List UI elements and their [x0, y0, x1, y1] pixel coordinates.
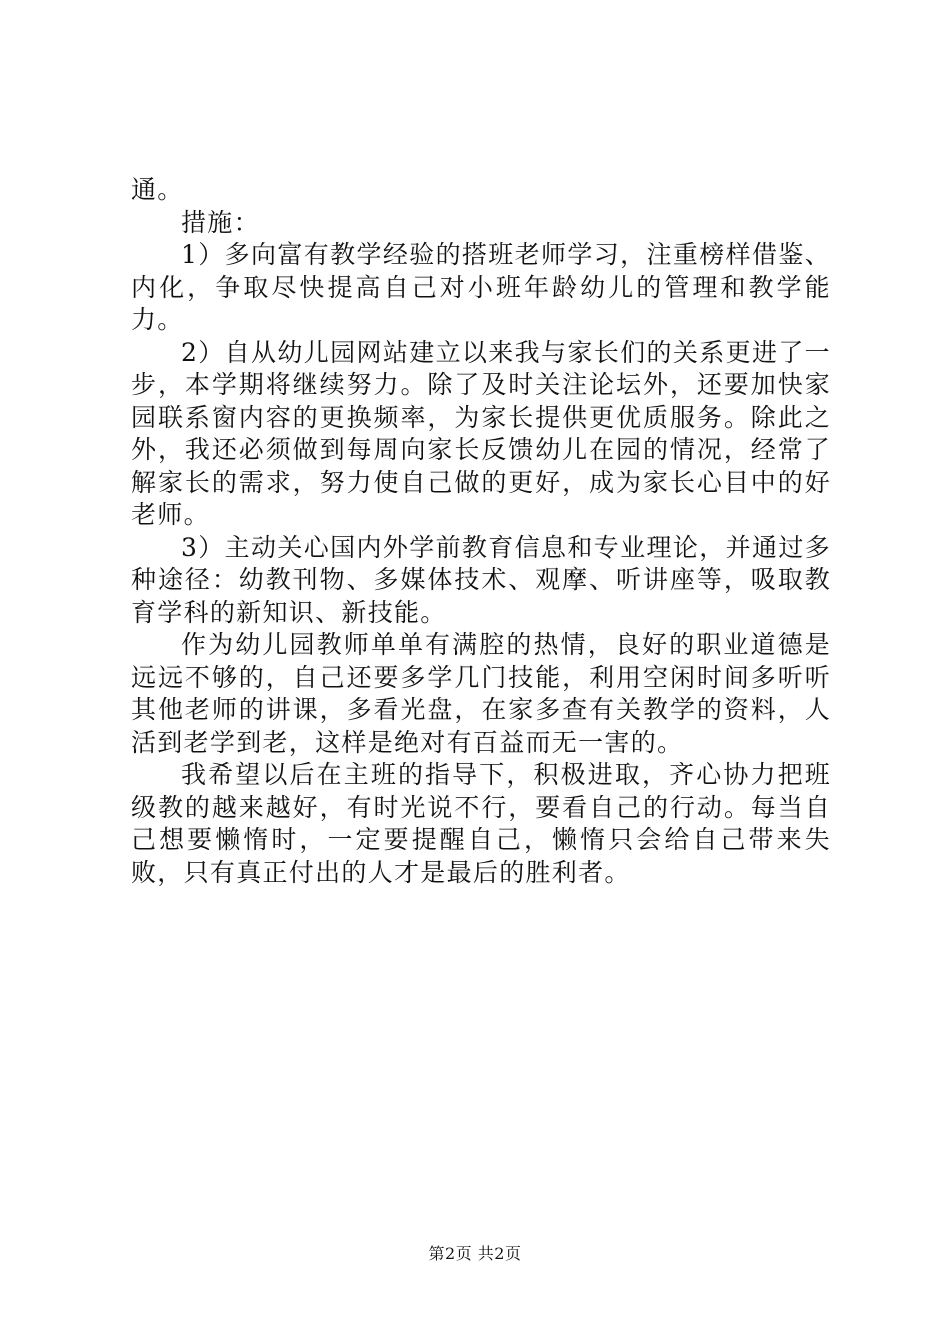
paragraph-teacher-skills: 作为幼儿园教师单单有满腔的热情，良好的职业道德是远远不够的，自己还要多学几门技能，利用空闲时间多听听其他老师的讲课，多看光盘，在家多查有关教学的资料，人活到老学到老，这样是绝对有百益而无一害的。: [131, 630, 831, 757]
paragraph-measure-1: 1）多向富有教学经验的搭班老师学习，注重榜样借鉴、内化，争取尽快提高自己对小班年龄幼儿的管理和教学能力。: [131, 240, 831, 334]
page-footer: [0, 1244, 950, 1264]
paragraph-measure-3: 3）主动关心国内外学前教育信息和专业理论，并通过多种途径：幼教刊物、多媒体技术、观摩、听讲座等，吸取教育学科的新知识、新技能。: [131, 532, 831, 627]
paragraph-continuation: 通。: [131, 175, 184, 204]
page-number-label: 第2页 共2页: [428, 1244, 522, 1263]
paragraph-conclusion: 我希望以后在主班的指导下，积极进取，齐心协力把班级教的越来越好，有时光说不行，要看自己的行动。每当自己想要懒惰时，一定要提醒自己，懒惰只会给自己带来失败，只有真正付出的人才是最后的胜利者。: [131, 760, 831, 887]
paragraph-measure-2: 2）自从幼儿园网站建立以来我与家长们的关系更进了一步，本学期将继续努力。除了及时关注论坛外，还要加快家园联系窗内容的更换频率，为家长提供更优质服务。除此之外，我还必须做到每周向家长反馈幼儿在园的情况，经常了解家长的需求，努力使自己做的更好，成为家长心目中的好老师。: [131, 337, 831, 529]
document-body: [131, 174, 831, 889]
paragraph-measures-heading: 措施：: [181, 207, 260, 237]
